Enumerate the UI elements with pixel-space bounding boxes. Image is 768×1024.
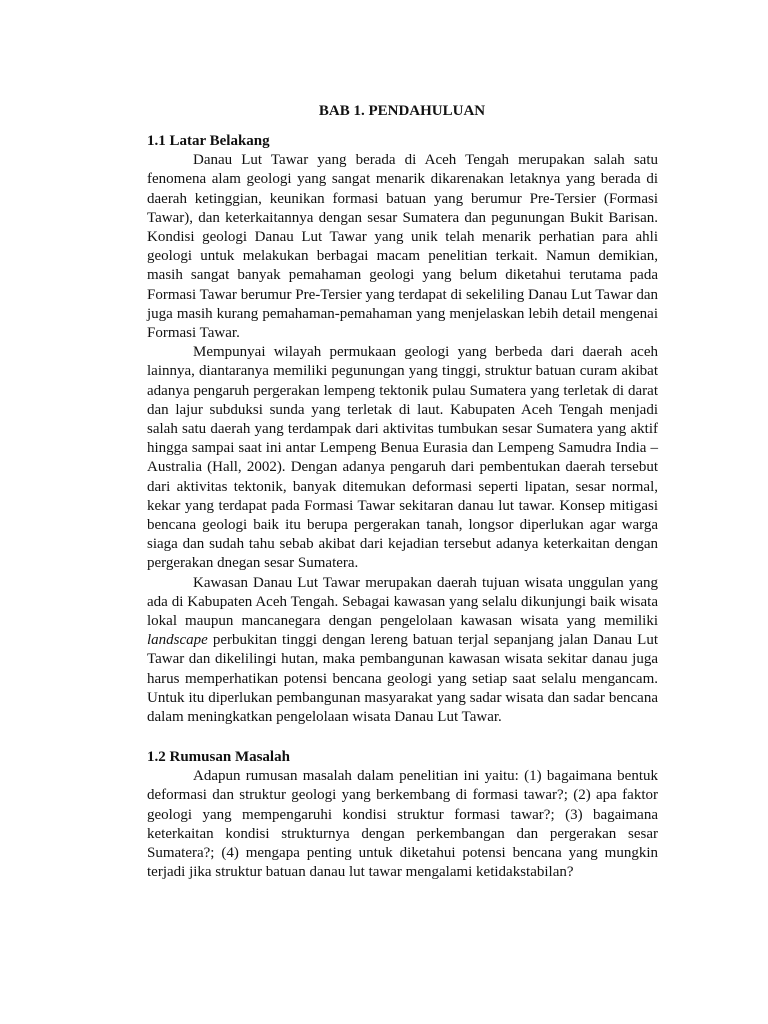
paragraph: Mempunyai wilayah permukaan geologi yang berbeda dari daerah aceh lainnya, diantaranya memiliki pegunungan yang tinggi, struktur batuan curam akibat adanya pengaruh pergerakan lempeng tektonik pulau Sumatera yang terletak di darat dan lajur subduksi sunda yang terletak di laut. Kabupaten Aceh Tengah menjadi salah satu daerah yang terdampak dari aktivitas tumbukan sesar Sumatera yang aktif hingga sampai saat ini antar Lempeng Benua Eurasia dan Lempeng Samudra India – Australia (Hall, 2002). Dengan adanya pengaruh dari pembentukan daerah tersebut dari aktivitas tektonik, banyak ditemukan deformasi seperti lipatan, sesar normal, kekar yang terdapat pada Formasi Tawar sekitaran danau lut tawar. Konsep mitigasi bencana geologi baik itu berupa pergerakan tanah, longsor diperlukan agar warga siaga dan sudah tahu sebab akibat dari kejadian tersebut adanya keterkaitan dengan pergerakan dnegan sesar Sumatera. — [147, 344, 658, 572]
chapter-title: BAB 1. PENDAHULUAN — [318, 103, 486, 119]
paragraph — [147, 574, 658, 728]
paragraph-text: Kawasan Danau Lut Tawar merupakan daerah tujuan wisata unggulan yang ada di Kabupaten Aceh Tengah. Sebagai kawasan yang selalu dikunjungi baik wisata lokal maupun mancanegara dengan pengelolaan kawasan wisata yang memiliki — [147, 574, 658, 630]
paragraph: Danau Lut Tawar yang berada di Aceh Tengah merupakan salah satu fenomena alam geologi yang sangat menarik dikarenakan letaknya yang berada di daerah ketinggian, keunikan formasi batuan yang berumur Pre-Tersier (Formasi Tawar), dan keterkaitannya dengan sesar Sumatera dan pegunungan Bukit Barisan. Kondisi geologi Danau Lut Tawar yang unik telah menarik perhatian para ahli geologi untuk melakukan berbagai macam penelitian terkait. Namun demikian, masih sangat banyak pemahaman geologi yang belum diketahui terutama pada Formasi Tawar berumur Pre-Tersier yang terdapat di sekeliling Danau Lut Tawar dan juga masih kurang pemahaman-pemahaman yang menjelaskan lebih detail mengenai Formasi Tawar. — [147, 152, 658, 342]
italic-term: landscape — [147, 632, 208, 649]
section-latar-belakang — [147, 132, 658, 727]
paragraph: Adapun rumusan masalah dalam penelitian ini yaitu: (1) bagaimana bentuk deformasi dan struktur geologi yang berkembang di formasi tawar?; (2) apa faktor geologi yang mempengaruhi kondisi struktur formasi tawar?; (3) bagaimana keterkaitan kondisi strukturnya dengan perkembangan dan pergerakan sesar Sumatera?; (4) mengapa penting untuk diketahui potensi bencana yang mungkin terjadi jika struktur batuan danau lut tawar mengalami ketidakstabilan? — [147, 768, 658, 881]
paragraph-text: perbukitan tinggi dengan lereng batuan terjal sepanjang jalan Danau Lut Tawar dan dikelilingi hutan, maka pembangunan kawasan wisata sekitar danau juga harus memperhatikan potensi bencana geologi yang setiap saat selalu mengancam. Untuk itu diperlukan pembangunan masyarakat yang sadar wisata dan sadar bencana dalam meningkatkan pengelolaan wisata Danau Lut Tawar. — [147, 632, 658, 726]
section-heading: 1.2 Rumusan Masalah — [147, 749, 290, 765]
section-heading: 1.1 Latar Belakang — [147, 133, 270, 149]
section-rumusan-masalah — [147, 748, 658, 882]
